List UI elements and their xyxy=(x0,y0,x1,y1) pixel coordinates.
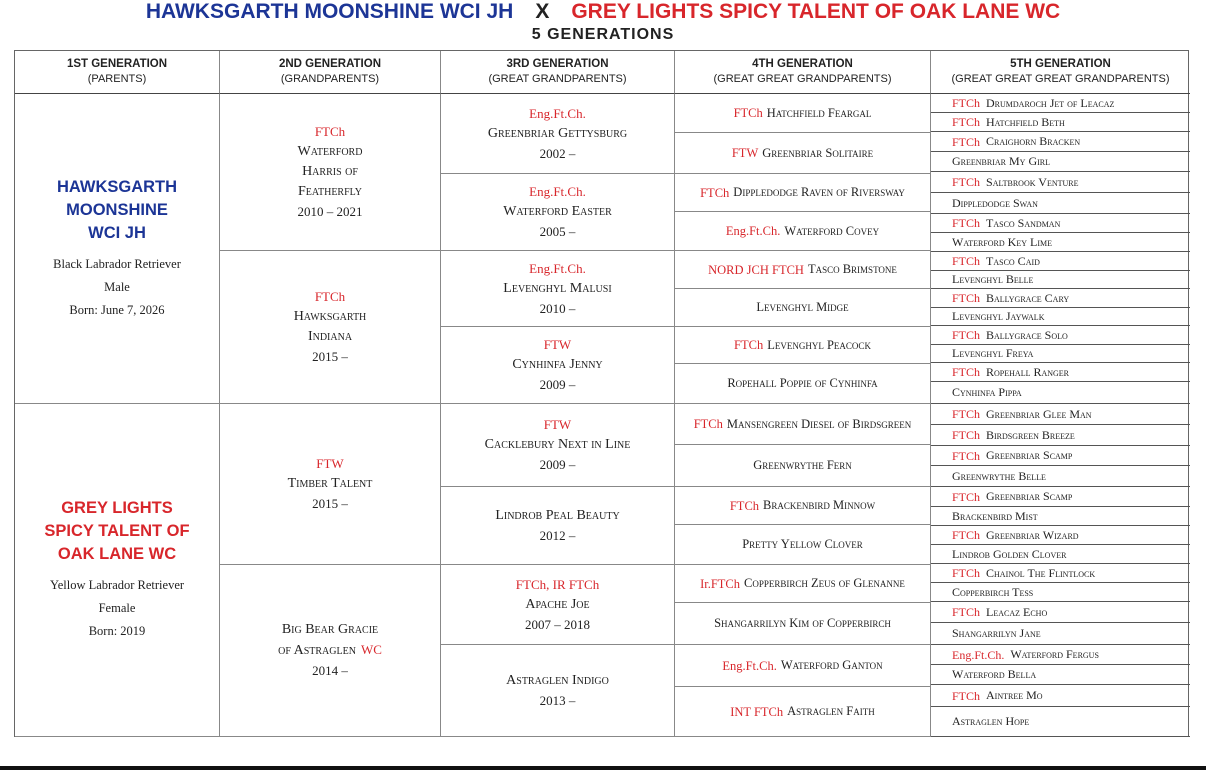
sire-title: HAWKSGARTH MOONSHINE WCI JH xyxy=(145,0,514,23)
sire-cell xyxy=(15,94,220,404)
dog-name: Brackenbird Mist xyxy=(952,508,1038,523)
gen5-cell xyxy=(931,172,1190,193)
dog-name: Cynhinfa Jenny xyxy=(512,357,603,372)
years-label: 2012 – xyxy=(539,527,576,543)
years-label: 2015 – xyxy=(312,496,348,511)
gen5-cell xyxy=(931,645,1190,665)
title-badge: NORD JCH FTCH xyxy=(708,262,804,277)
dog-name: Saltbrook Venture xyxy=(986,174,1079,189)
gen4-cell xyxy=(675,289,931,327)
dog-name: Big Bear Gracie xyxy=(281,622,379,637)
column-header xyxy=(931,51,1190,94)
gen5-cell xyxy=(931,545,1190,564)
gen5-cell xyxy=(931,193,1190,214)
dog-name: Waterford Fergus xyxy=(1010,647,1099,661)
gen4-cell xyxy=(675,565,931,603)
gen5-cell xyxy=(931,233,1190,252)
title-badge: FTCh xyxy=(952,407,981,421)
years-label: 2007 – 2018 xyxy=(525,616,590,632)
dog-name: Waterford Covey xyxy=(784,223,880,238)
dog-name: Ballygrace Cary xyxy=(986,290,1070,305)
dog-name: Greenbriar My Girl xyxy=(952,154,1051,168)
title-badge: FTCh xyxy=(952,605,981,619)
gen5-cell xyxy=(931,363,1190,382)
dog-name: Featherfly xyxy=(297,184,362,199)
gen5-cell xyxy=(931,564,1190,583)
dog-name: Craighorn Bracken xyxy=(986,134,1081,148)
years-label: 2009 – xyxy=(539,457,576,472)
title-badge: FTCh xyxy=(952,428,981,442)
years-label: 2010 – xyxy=(539,300,576,316)
gen4-cell xyxy=(675,327,931,364)
dog-name: Mansengreen Diesel of Birdsgreen xyxy=(726,416,912,431)
dog-name: Waterford Bella xyxy=(952,667,1037,681)
dog-name: Waterford Key Lime xyxy=(952,234,1052,249)
pedigree-subtitle: 5 GENERATIONS xyxy=(531,26,675,43)
gen5-cell xyxy=(931,326,1190,345)
column-header-subtitle: (GRANDPARENTS) xyxy=(280,73,380,85)
title-suffix: WC xyxy=(360,642,382,657)
column-header-title: 3RD GENERATION xyxy=(506,58,609,70)
gen5-cell xyxy=(931,665,1190,685)
title-badge: FTCh xyxy=(314,124,346,139)
column-header-title: 5TH GENERATION xyxy=(1010,58,1111,70)
gen4-cell xyxy=(675,445,931,487)
dog-name: Levenghyl Belle xyxy=(952,272,1034,286)
gen4-cell xyxy=(675,645,931,687)
dog-name: Drumdaroch Jet of Leacaz xyxy=(986,95,1115,110)
title-badge: FTW xyxy=(316,456,344,471)
born-label: Born: June 7, 2026 xyxy=(69,302,165,317)
dog-name: Aintree Mo xyxy=(986,688,1043,702)
gen4-cell xyxy=(675,251,931,289)
title-badge: FTCh xyxy=(952,216,981,230)
column-header xyxy=(675,51,931,94)
dog-name: Levenghyl Malusi xyxy=(503,280,612,296)
dog-name xyxy=(278,640,382,661)
title-badge: FTW xyxy=(731,146,759,160)
dog-name: Dippledodge Raven of Riversway xyxy=(733,185,905,199)
dog-name: Hatchfield Feargal xyxy=(766,105,872,120)
dog-name: Timber Talent xyxy=(287,476,373,491)
great-grandparent-cell xyxy=(441,404,675,487)
title-badge: Eng.Ft.Ch. xyxy=(725,224,781,238)
dog-name: Levenghyl Peacock xyxy=(767,337,871,352)
dog-name: Brackenbird Minnow xyxy=(763,498,876,512)
great-grandparent-cell xyxy=(441,174,675,251)
great-grandparent-cell xyxy=(441,645,675,737)
gen5-cell xyxy=(931,152,1190,172)
title-badge: FTCh xyxy=(952,566,981,580)
dog-name: Shangarrilyn Kim of Copperbirch xyxy=(714,616,891,630)
column-header-subtitle: (GREAT GREAT GREAT GRANDPARENTS) xyxy=(951,73,1170,85)
gen5-cell xyxy=(931,271,1190,289)
dog-name-line: WCI JH xyxy=(88,223,146,242)
dog-name: Lindrob Peal Beauty xyxy=(495,507,620,523)
dog-name: Ropehall Ranger xyxy=(986,364,1070,379)
born-label: Born: 2019 xyxy=(88,624,146,638)
pedigree-title xyxy=(0,0,1206,24)
years-label: 2013 – xyxy=(539,692,576,708)
dog-name-part: of Astraglen xyxy=(278,643,356,658)
dog-name-line: SPICY TALENT OF xyxy=(44,522,190,540)
cross-symbol: X xyxy=(535,0,550,23)
dog-name-line: GREY LIGHTS xyxy=(61,499,173,517)
dog-name: Astraglen Hope xyxy=(952,714,1030,728)
title-badge: FTCh xyxy=(952,254,981,268)
title-badge: Ir.FTCh xyxy=(700,576,741,591)
title-badge: FTCh xyxy=(952,448,981,463)
dog-name: Astraglen Faith xyxy=(787,704,875,718)
dog-name: Hatchfield Beth xyxy=(986,114,1065,129)
gen5-cell xyxy=(931,707,1190,737)
dog-name: Ballygrace Solo xyxy=(986,327,1068,342)
dog-name: Waterford Easter xyxy=(503,204,612,219)
title-badge: FTCh xyxy=(952,365,981,379)
title-badge: Eng.Ft.Ch. xyxy=(529,260,586,276)
column-header-title: 4TH GENERATION xyxy=(752,58,853,70)
gen5-cell xyxy=(931,404,1190,425)
dog-name: Waterford Ganton xyxy=(780,658,883,672)
dog-name-line: HAWKSGARTH xyxy=(56,177,178,196)
great-grandparent-cell xyxy=(441,94,675,174)
dog-name: Copperbirch Tess xyxy=(952,584,1034,599)
column-header-subtitle: (GREAT GREAT GRANDPARENTS) xyxy=(713,73,892,85)
column-header-subtitle: (GREAT GRANDPARENTS) xyxy=(488,73,627,85)
years-label: 2010 – 2021 xyxy=(297,204,363,219)
title-badge: FTCh xyxy=(729,498,760,513)
dog-name: Cynhinfa Pippa xyxy=(952,385,1022,399)
dog-name: Harris of xyxy=(302,164,358,179)
column-header xyxy=(441,51,675,94)
dog-name: Shangarrilyn Jane xyxy=(952,626,1041,640)
gen4-cell xyxy=(675,404,931,445)
title-badge: FTCh xyxy=(952,328,981,342)
dog-name-line: MOONSHINE xyxy=(66,200,168,219)
great-grandparent-cell xyxy=(441,565,675,645)
dog-name: Levenghyl Jaywalk xyxy=(952,309,1045,323)
title-badge: FTCh xyxy=(952,115,981,129)
title-badge: Eng.Ft.Ch. xyxy=(722,658,777,673)
title-badge: FTCh xyxy=(952,688,981,703)
gen5-cell xyxy=(931,602,1190,623)
dog-name: Birdsgreen Breeze xyxy=(986,427,1075,442)
sex-label: Female xyxy=(98,601,136,615)
column-header xyxy=(220,51,441,94)
gen5-cell xyxy=(931,252,1190,271)
column-header-title: 1ST GENERATION xyxy=(66,58,168,70)
bottom-rule xyxy=(0,766,1206,770)
sex-label: Male xyxy=(104,279,130,294)
title-badge: FTW xyxy=(543,417,572,432)
dam-title: GREY LIGHTS SPICY TALENT OF OAK LANE WC xyxy=(571,0,1061,23)
dog-name: Pretty Yellow Clover xyxy=(742,537,863,551)
gen4-cell xyxy=(675,94,931,133)
breed-label: Black Labrador Retriever xyxy=(53,256,181,271)
pedigree-table xyxy=(14,50,1189,737)
dog-name: Lindrob Golden Clover xyxy=(952,546,1067,561)
dog-name: Copperbirch Zeus of Glenanne xyxy=(744,576,905,590)
title-badge: FTW xyxy=(543,337,572,352)
title-badge: FTCh xyxy=(952,489,981,504)
grandparent-cell xyxy=(220,94,441,251)
gen5-cell xyxy=(931,214,1190,233)
dog-name: Greenwrythe Belle xyxy=(952,468,1046,483)
title-badge: FTCh xyxy=(952,528,981,542)
gen4-cell xyxy=(675,364,931,404)
title-badge: FTCh xyxy=(952,175,981,189)
gen5-cell xyxy=(931,382,1190,404)
gen4-cell xyxy=(675,174,931,212)
great-grandparent-cell xyxy=(441,327,675,404)
title-badge: Eng.Ft.Ch. xyxy=(952,647,1005,662)
gen5-cell xyxy=(931,113,1190,132)
title-badge: FTCh xyxy=(700,185,730,200)
title-badge: Eng.Ft.Ch. xyxy=(529,184,586,199)
dog-name: Greenbriar Scamp xyxy=(986,489,1073,503)
gen5-cell xyxy=(931,132,1190,152)
dog-name: Astraglen Indigo xyxy=(506,672,609,688)
dog-name-line: OAK LANE WC xyxy=(57,545,177,563)
title-badge: FTCh, IR FTCh xyxy=(515,576,600,592)
dog-name: Tasco Caid xyxy=(986,253,1040,268)
gen5-cell xyxy=(931,446,1190,466)
title-badge: FTCh xyxy=(952,134,981,149)
gen5-cell xyxy=(931,345,1190,363)
gen5-cell xyxy=(931,507,1190,526)
title-badge: FTCh xyxy=(952,96,981,110)
column-header-title: 2ND GENERATION xyxy=(278,58,382,70)
breed-label: Yellow Labrador Retriever xyxy=(49,578,185,592)
dog-name: Cacklebury Next in Line xyxy=(484,437,631,452)
gen5-cell xyxy=(931,487,1190,507)
dog-name: Hawksgarth xyxy=(293,309,367,324)
dog-name: Levenghyl Freya xyxy=(952,346,1034,360)
great-grandparent-cell xyxy=(441,487,675,565)
gen4-cell xyxy=(675,603,931,645)
dog-name: Tasco Brimstone xyxy=(807,262,897,276)
dog-name: Chainol The Flintlock xyxy=(986,565,1096,580)
dog-name: Dippledodge Swan xyxy=(952,195,1038,210)
years-label: 2002 – xyxy=(539,145,576,161)
dog-name: Tasco Sandman xyxy=(986,215,1061,230)
grandparent-cell xyxy=(220,404,441,565)
title-badge: Eng.Ft.Ch. xyxy=(529,105,586,121)
gen4-cell xyxy=(675,687,931,737)
dog-name: Greenbriar Glee Man xyxy=(986,406,1092,421)
dog-name: Greenbriar Wizard xyxy=(986,527,1079,542)
dog-name: Apache Joe xyxy=(525,596,590,612)
gen5-cell xyxy=(931,685,1190,707)
title-badge: FTCh xyxy=(733,106,763,120)
title-badge: FTCh xyxy=(952,291,981,305)
gen5-cell xyxy=(931,583,1190,602)
gen5-cell xyxy=(931,623,1190,645)
gen5-cell xyxy=(931,94,1190,113)
column-header-subtitle: (PARENTS) xyxy=(87,73,147,85)
great-grandparent-cell xyxy=(441,251,675,327)
title-badge: FTCh xyxy=(734,338,764,352)
title-badge: INT FTCh xyxy=(730,704,784,719)
grandparent-cell xyxy=(220,565,441,737)
grandparent-cell xyxy=(220,251,441,404)
gen5-cell xyxy=(931,289,1190,308)
dog-name: Levenghyl Midge xyxy=(756,300,849,314)
dog-name: Greenbriar Gettysburg xyxy=(487,125,628,141)
dog-name: Greenbriar Scamp xyxy=(986,448,1073,462)
gen4-cell xyxy=(675,212,931,251)
title-badge: FTCh xyxy=(314,289,346,304)
gen5-cell xyxy=(931,308,1190,326)
column-header xyxy=(15,51,220,94)
gen5-cell xyxy=(931,526,1190,545)
dog-name: Greenwrythe Fern xyxy=(753,458,852,472)
dog-name: Leacaz Echo xyxy=(986,604,1048,619)
title-badge: FTCh xyxy=(693,417,723,431)
gen5-cell xyxy=(931,466,1190,487)
years-label: 2005 – xyxy=(539,224,576,239)
gen4-cell xyxy=(675,487,931,525)
years-label: 2015 – xyxy=(312,349,348,364)
dog-name: Ropehall Poppie of Cynhinfa xyxy=(727,376,878,390)
dam-cell xyxy=(15,404,220,737)
years-label: 2014 – xyxy=(312,663,348,678)
dog-name: Waterford xyxy=(297,144,363,159)
years-label: 2009 – xyxy=(539,377,576,392)
dog-name: Indiana xyxy=(307,329,353,344)
gen5-cell xyxy=(931,425,1190,446)
gen4-cell xyxy=(675,525,931,565)
gen4-cell xyxy=(675,133,931,174)
dog-name: Greenbriar Solitaire xyxy=(762,145,874,160)
